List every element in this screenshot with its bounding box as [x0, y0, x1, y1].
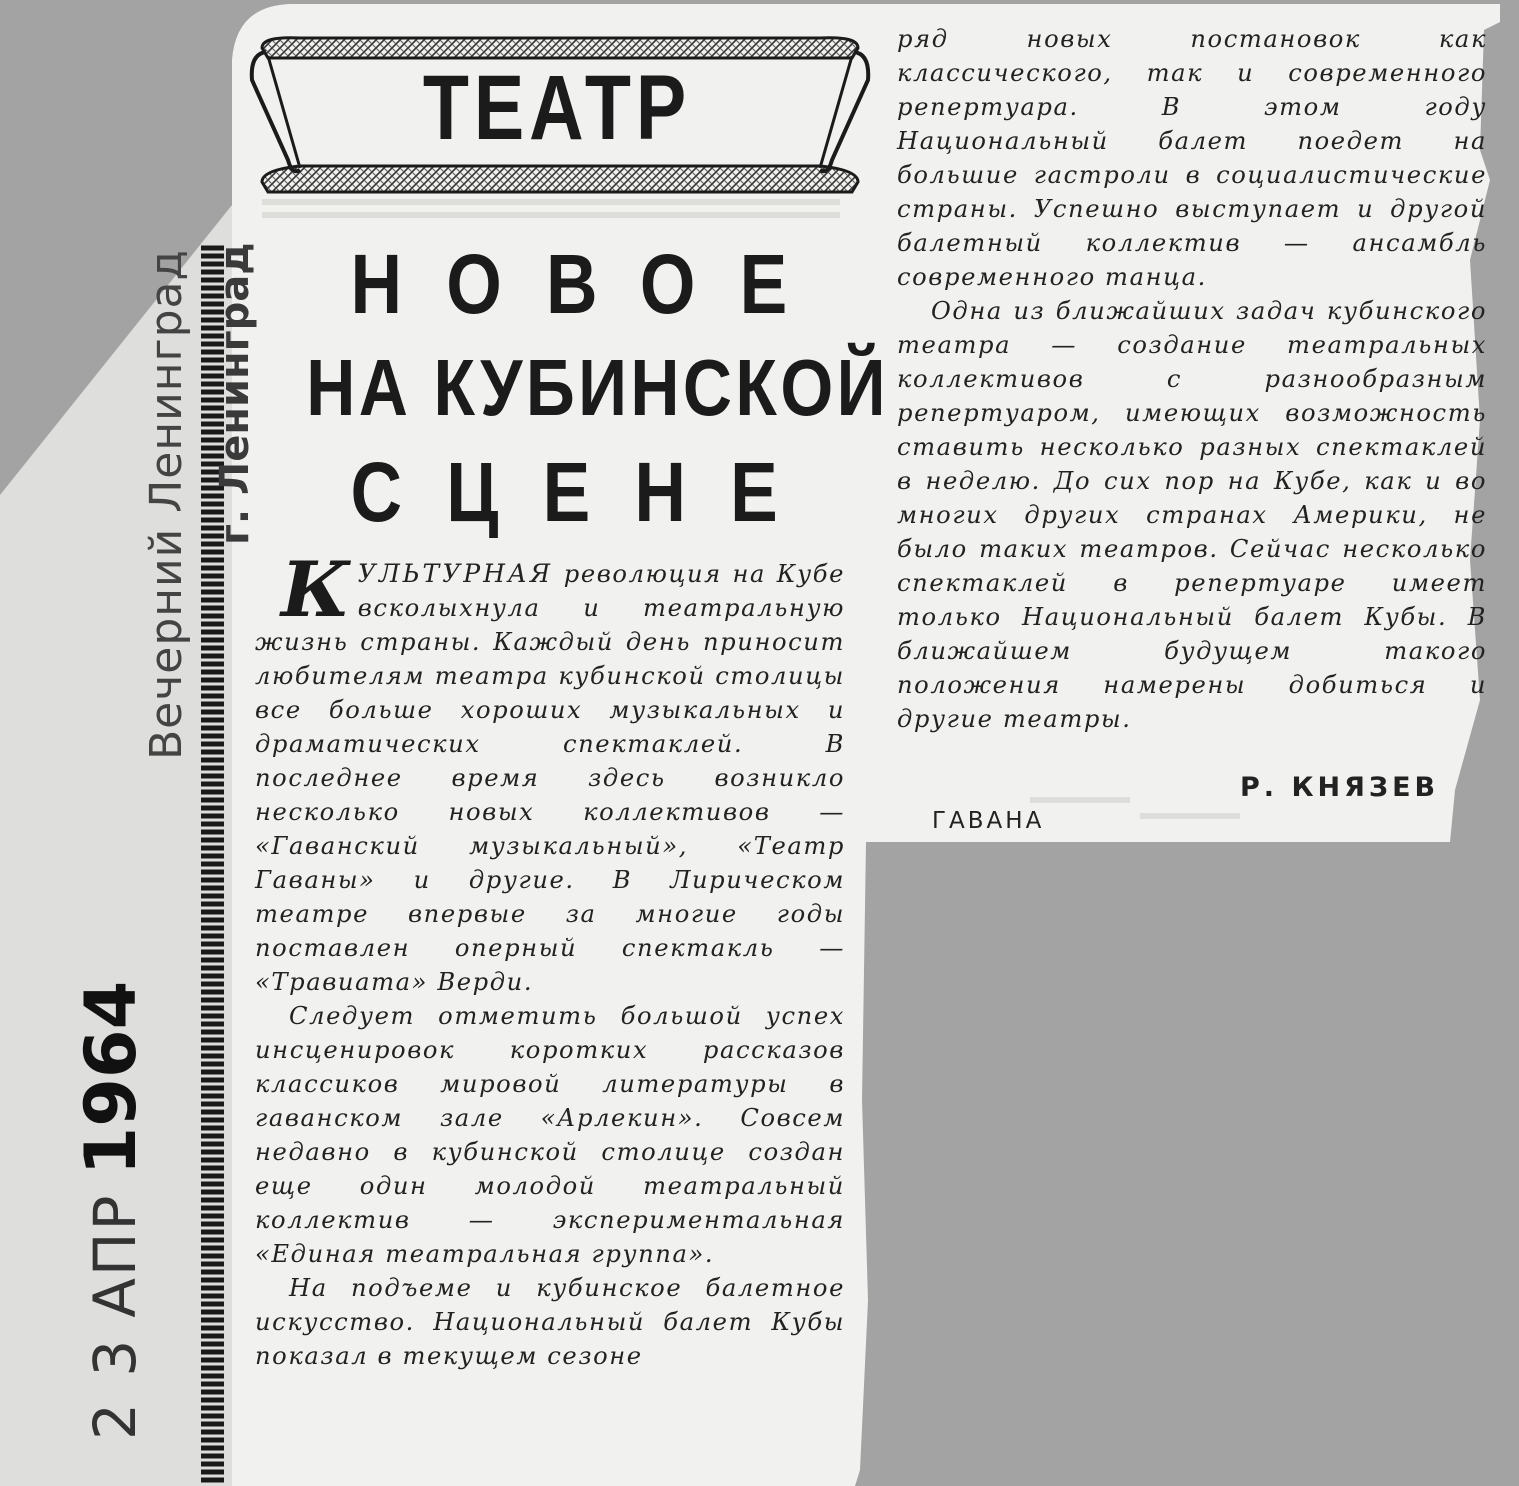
article-column-1: [255, 545, 845, 1373]
stamp-month: АПР: [81, 1193, 149, 1318]
stamp-publication: Вечерний Ленинград: [141, 249, 192, 760]
article-paragraph-4: Одна из ближайших задач кубинского театра — создание театральных коллективов с разнообразным репертуаром, имеющих возможность ставить несколько разных спектаклей в неделю. До сих пор на Кубе, как и во многих других странах Америки, не было таких театров. Сейчас несколько спектаклей в репертуаре имеет только Национальный балет Кубы. В ближайшем будущем такого положения намерены добиться и другие театры.: [897, 297, 1487, 733]
stamp-city: г. Ленинград: [212, 242, 258, 545]
article-column-2: [897, 22, 1487, 736]
headline: [262, 232, 889, 544]
headline-line-3: СЦЕНЕ: [350, 445, 822, 539]
article-paragraph-3-start: На подъеме и кубинское балетное искусство. Национальный балет Кубы показал в текущем сезоне: [255, 1274, 845, 1370]
stamp-year: 1964: [70, 980, 152, 1176]
article-paragraph-2: Следует отметить большой успех инсценировок коротких рассказов классиков мировой литературы в гаванском зале «Арлекин». Совсем недавно в кубинской столице создан еще один молодой театральный коллектив — экспериментальная «Единая театральная группа».: [255, 1002, 845, 1268]
library-stamp: [135, 0, 267, 760]
article-paragraph-3-continued: ряд новых постановок как классического, так и современного репертуара. В этом году Национальный балет поедет на большие гастроли в социалистические страны. Успешно выступает и другой балетный коллектив — ансамбль современного танца.: [897, 25, 1487, 291]
article-paragraph-1: [255, 545, 845, 999]
headline-line-2: НА КУБИНСКОЙ: [306, 343, 889, 432]
drop-cap: К: [281, 545, 352, 634]
rubric-title: ТЕАТР: [422, 57, 692, 159]
stamp-day: 2 3: [81, 1335, 149, 1440]
headline-line-1: НОВОЕ: [350, 237, 832, 331]
author-byline: Р. КНЯЗЕВ: [1240, 772, 1440, 803]
lead-word: УЛЬТУРНАЯ: [357, 559, 554, 588]
paragraph-1-text: революция на Кубе всколыхнула и театральную жизнь страны. Каждый день приносит любителям театра кубинской столицы все больше хороших музыкальных и драматических спектаклей. В последнее время здесь возникло несколько новых коллективов — «Гаванский музыкальный», «Театр Гаваны» и другие. В Лирическом театре впервые за многие годы поставлен оперный спектакль — «Травиата» Верди.: [255, 560, 845, 996]
dateline: ГАВАНА: [932, 808, 1045, 834]
stamp-date: [70, 981, 152, 1440]
